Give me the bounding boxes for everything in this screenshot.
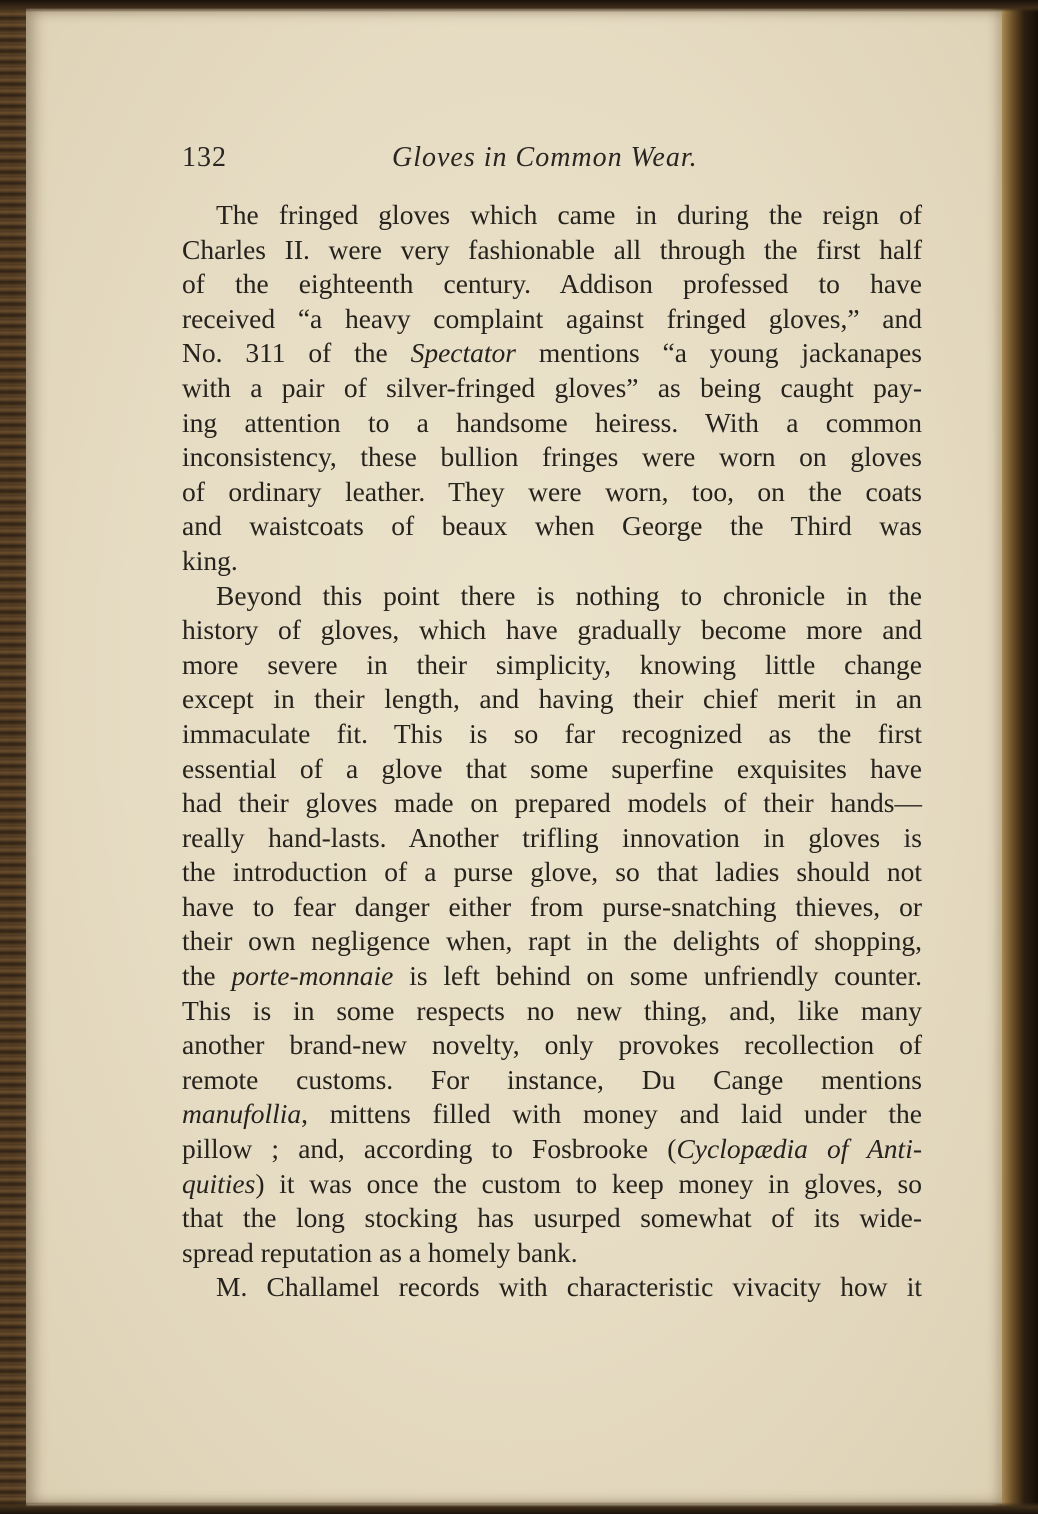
text-line: ing attention to a handsome heiress. With a common [182,406,922,438]
text-line: spread reputation as a homely bank. [182,1236,578,1268]
text-line: remote customs. For instance, Du Cange mentions [182,1063,922,1095]
running-header [182,142,922,182]
text-line: more severe in their simplicity, knowing little change [182,648,922,680]
text-line: have to fear danger either from purse-snatching thieves, or [182,890,922,922]
italic-phrase: porte-monnaie [231,960,394,992]
text-line: quities) it was once the custom to keep money in gloves, so [182,1167,922,1199]
text-line: This is in some respects no new thing, and, like many [182,994,922,1026]
text-line: No. 311 of the Spectator mentions “a young jackanapes [182,337,922,369]
text-line: and waistcoats of beaux when George the Third was [182,510,922,542]
text-line: Charles II. were very fashionable all through the first half [182,233,922,265]
text-line: essential of a glove that some superfine exquisites have [182,752,922,784]
text-line: had their gloves made on prepared models of their hands— [182,787,922,819]
text-line: The fringed gloves which came in during the reign of [216,199,922,230]
book-spine-edge [0,0,26,1514]
page-bottom-shadow [0,1502,1038,1514]
text-line: Beyond this point there is nothing to chronicle in the [216,579,922,611]
text-line: received “a heavy complaint against fringed gloves,” and [182,302,922,334]
book-cover-edge [1002,0,1038,1514]
text-line: the porte-monnaie is left behind on some unfriendly counter. [182,960,922,992]
italic-phrase: Spectator [410,337,516,369]
page-number: 132 [182,142,227,173]
text-line: with a pair of silver-fringed gloves” as being caught pay- [182,371,922,403]
text-line: king. [182,544,238,576]
text-line: immaculate fit. This is so far recognized as the first [182,717,922,749]
text-line: of the eighteenth century. Addison professed to have [182,268,922,300]
italic-phrase: manufollia [182,1098,302,1130]
text-line: the introduction of a purse glove, so that ladies should not [182,856,922,888]
text-line: except in their length, and having their chief merit in an [182,683,922,715]
text-line: M. Challamel records with characteristic vivacity how it [216,1271,922,1303]
running-title: Gloves in Common Wear. [392,142,698,173]
page-top-shadow [0,0,1038,12]
body-text [182,198,922,1305]
text-line: really hand-lasts. Another trifling innovation in gloves is [182,821,922,853]
text-line: of ordinary leather. They were worn, too, on the coats [182,475,922,507]
text-line: history of gloves, which have gradually become more and [182,614,922,646]
italic-phrase: Cyclopædia of Anti- [676,1133,922,1165]
text-line: pillow ; and, according to Fosbrooke (Cyclopædia of Anti- [182,1133,922,1165]
text-line: their own negligence when, rapt in the delights of shopping, [182,925,922,957]
text-line: that the long stocking has usurped somewhat of its wide- [182,1202,922,1234]
italic-phrase: quities [182,1167,256,1199]
text-line: manufollia, mittens filled with money and laid under the [182,1098,922,1130]
text-line: another brand-new novelty, only provokes recollection of [182,1029,922,1061]
text-line: inconsistency, these bullion fringes were worn on gloves [182,441,922,473]
